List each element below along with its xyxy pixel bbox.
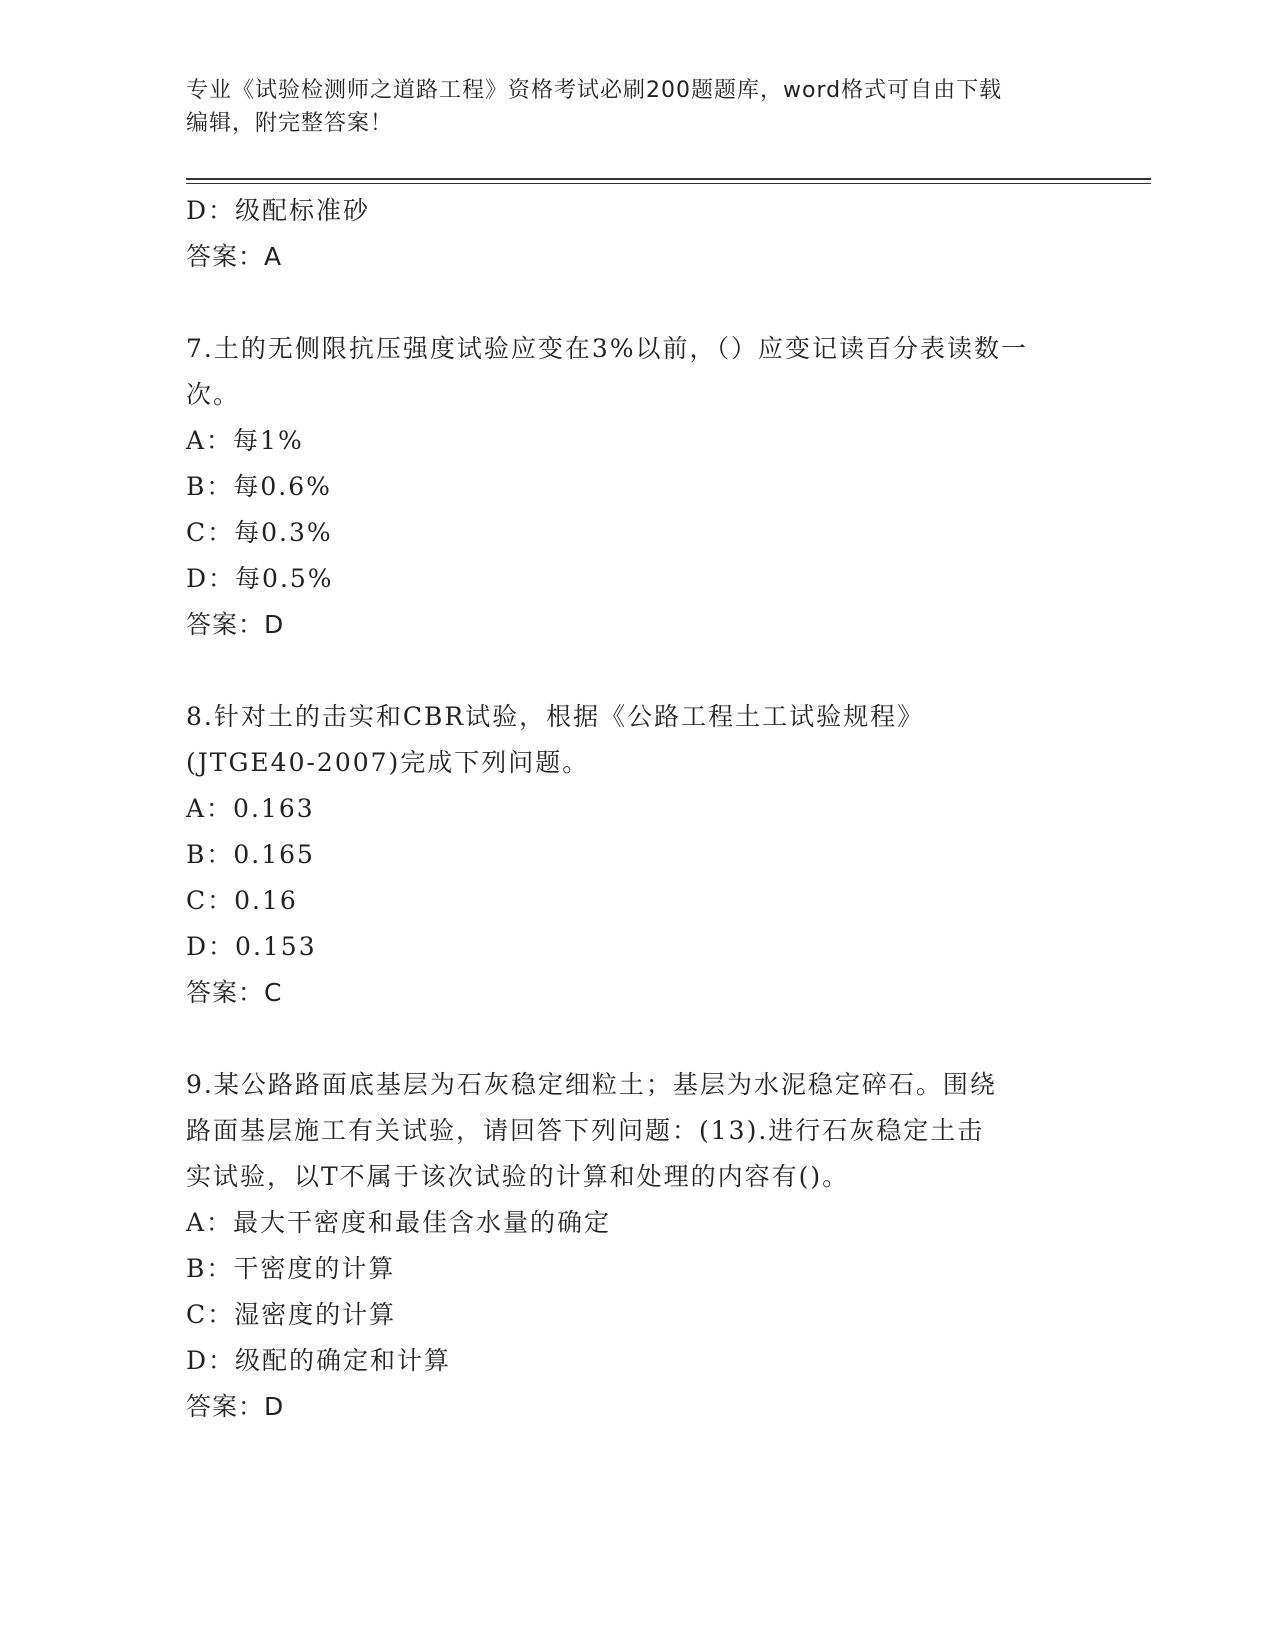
- option-a: A：0.163: [186, 794, 315, 823]
- question-stem: 7.土的无侧限抗压强度试验应变在3%以前，（）应变记读百分表读数一: [186, 334, 1029, 363]
- question-stem: 9.某公路路面底基层为石灰稳定细粒土；基层为水泥稳定碎石。围绕: [186, 1070, 997, 1099]
- answer-line: 答案：A: [186, 242, 283, 271]
- question-7: [186, 326, 1086, 648]
- spacer: [186, 280, 1086, 326]
- spacer: [186, 648, 1086, 694]
- previous-question-tail: [186, 188, 1086, 280]
- option-c: C：每0.3%: [186, 518, 333, 547]
- header-line-2: 编辑，附完整答案！: [186, 111, 394, 136]
- header-divider-thin: [186, 183, 1151, 184]
- document-body: [186, 188, 1086, 1430]
- option-b: B：干密度的计算: [186, 1254, 396, 1283]
- option-a: A：每1%: [186, 426, 304, 455]
- question-stem: 次。: [186, 380, 241, 409]
- option-b: B：0.165: [186, 840, 315, 869]
- option-b: B：每0.6%: [186, 472, 332, 501]
- option-d: D：每0.5%: [186, 564, 334, 593]
- question-stem: 路面基层施工有关试验，请回答下列问题：(13).进行石灰稳定土击: [186, 1116, 985, 1145]
- option-d: D：0.153: [186, 932, 317, 961]
- option-c: C：湿密度的计算: [186, 1300, 397, 1329]
- answer-line: 答案：D: [186, 610, 285, 639]
- question-stem: 实试验，以T不属于该次试验的计算和处理的内容有()。: [186, 1162, 850, 1191]
- question-stem: (JTGE40-2007)完成下列问题。: [186, 748, 590, 777]
- header-divider-thick: [186, 178, 1151, 180]
- option-d: D：级配的确定和计算: [186, 1346, 452, 1375]
- answer-line: 答案：D: [186, 1392, 285, 1421]
- option-c: C：0.16: [186, 886, 298, 915]
- header-line-1: 专业《试验检测师之道路工程》资格考试必刷200题题库，word格式可自由下载: [186, 78, 1003, 103]
- question-stem: 8.针对土的击实和CBR试验，根据《公路工程土工试验规程》: [186, 702, 925, 731]
- spacer: [186, 1016, 1086, 1062]
- question-8: [186, 694, 1086, 1016]
- answer-line: 答案：C: [186, 978, 283, 1007]
- option-a: A：最大干密度和最佳含水量的确定: [186, 1208, 612, 1237]
- option-d: D：级配标准砂: [186, 196, 371, 225]
- question-9: [186, 1062, 1086, 1430]
- page-header: [186, 74, 1086, 140]
